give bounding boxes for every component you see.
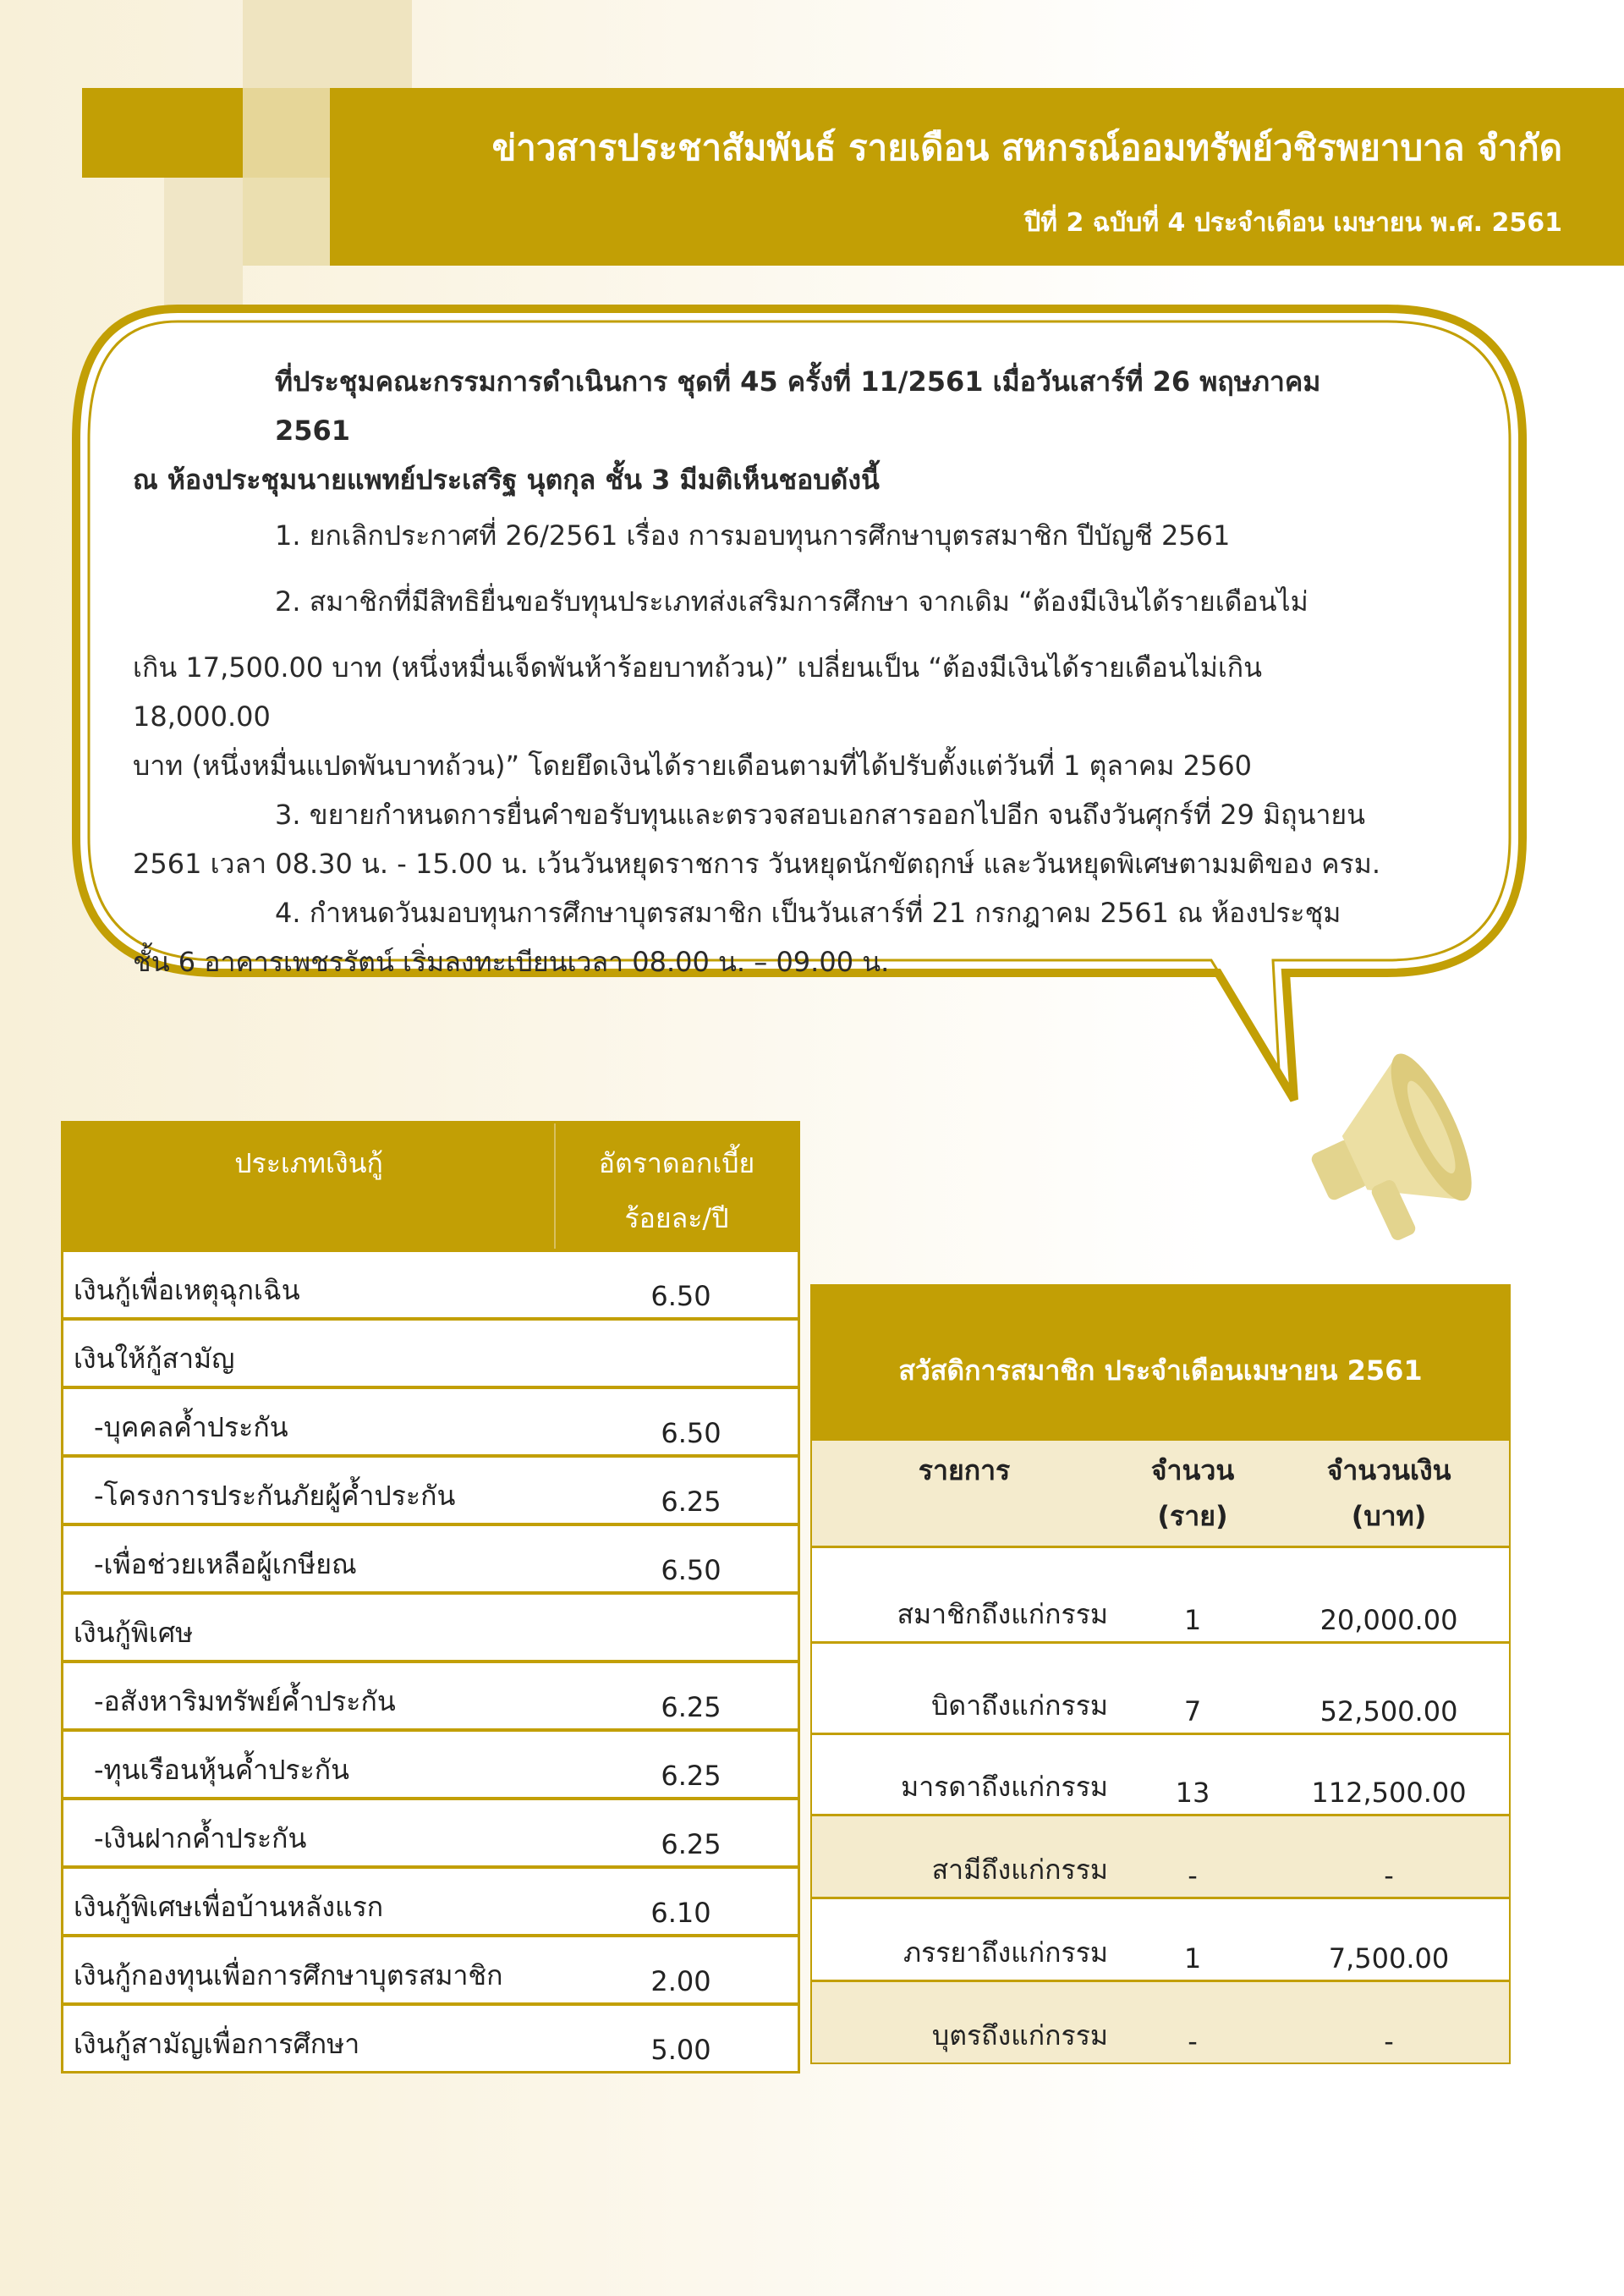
loan-rate: 6.50 xyxy=(661,1554,721,1586)
announcement-item-1: 1. ยกเลิกประกาศที่ 26/2561 เรื่อง การมอบทุนการศึกษาบุตรสมาชิก ปีบัญชี 2561 xyxy=(275,519,1231,552)
table-row xyxy=(63,1660,798,1728)
loan-type: -ทุนเรือนหุ้นค้ำประกัน xyxy=(94,1754,350,1786)
announcement-body xyxy=(133,357,1393,986)
announcement-item-2c: บาท (หนึ่งหมื่นแปดพันบาทถ้วน)” โดยยึดเงินได้รายเดือนตามที่ได้ปรับตั้งแต่วันที่ 1 ตุลาคม 2560 xyxy=(133,750,1253,782)
loan-type: -โครงการประกันภัยผู้ค้ำประกัน xyxy=(94,1480,456,1512)
loan-type: -เพื่อช่วยเหลือผู้เกษียณ xyxy=(94,1548,357,1580)
table-row xyxy=(812,1546,1509,1641)
table-row xyxy=(812,1641,1509,1733)
loan-rate-table xyxy=(61,1121,800,2074)
loan-type-header: ประเภทเงินกู้ xyxy=(234,1147,383,1179)
welfare-count: 13 xyxy=(1175,1777,1210,1809)
table-row xyxy=(63,1249,798,1317)
table-row xyxy=(63,1317,798,1386)
amount-header xyxy=(1269,1441,1509,1546)
welfare-count: 1 xyxy=(1183,1604,1202,1636)
welfare-title: สวัสดิการสมาชิก ประจำเดือนเมษายน 2561 xyxy=(812,1286,1509,1441)
table-row xyxy=(812,1980,1509,2063)
welfare-item: สมาชิกถึงแก่กรรม xyxy=(897,1598,1108,1630)
loan-type: -เงินฝากค้ำประกัน xyxy=(94,1822,307,1854)
welfare-table xyxy=(810,1284,1511,2064)
announcement-item-4b: ชั้น 6 อาคารเพชรรัตน์ เริ่มลงทะเบียนเวลา 08.00 น. – 09.00 น. xyxy=(133,946,890,978)
loan-rate: 6.25 xyxy=(661,1486,721,1518)
table-row xyxy=(812,1733,1509,1814)
announcement-item-2b: เกิน 17,500.00 บาท (หนึ่งหมื่นเจ็ดพันห้าร้อยบาทถ้วน)” เปลี่ยนเป็น “ต้องมีเงินได้รายเดือนไม่เกิน 18,000.00 xyxy=(133,651,1263,733)
table-row xyxy=(63,1934,798,2002)
welfare-amount: 52,500.00 xyxy=(1320,1695,1458,1727)
interest-rate-header: อัตราดอกเบี้ย xyxy=(598,1147,755,1179)
loan-type: เงินให้กู้สามัญ xyxy=(74,1343,235,1375)
table-row xyxy=(63,1523,798,1591)
loan-type: เงินกู้กองทุนเพื่อการศึกษาบุตรสมาชิก xyxy=(74,1959,503,1991)
announcement-intro-line1: ที่ประชุมคณะกรรมการดำเนินการ ชุดที่ 45 ครั้งที่ 11/2561 เมื่อวันเสาร์ที่ 26 พฤษภาคม 2561 xyxy=(275,365,1321,447)
welfare-count: 7 xyxy=(1183,1695,1202,1727)
welfare-item: มารดาถึงแก่กรรม xyxy=(901,1771,1108,1803)
loan-rate xyxy=(564,1381,798,1386)
table-row xyxy=(812,1814,1509,1897)
loan-type: เงินกู้พิเศษเพื่อบ้านหลังแรก xyxy=(74,1891,384,1923)
announcement-item-2a: 2. สมาชิกที่มีสิทธิยื่นขอรับทุนประเภทส่งเสริมการศึกษา จากเดิม “ต้องมีเงินได้รายเดือนไม่ xyxy=(275,585,1309,618)
welfare-table-header xyxy=(812,1441,1509,1546)
welfare-amount: 7,500.00 xyxy=(1328,1942,1450,1975)
welfare-amount: - xyxy=(1384,2025,1394,2057)
table-row xyxy=(63,1386,798,1454)
loan-rate xyxy=(564,1655,798,1660)
table-row xyxy=(63,1797,798,1865)
loan-type: เงินกู้สามัญเพื่อการศึกษา xyxy=(74,2028,360,2060)
announcement-item-3b: 2561 เวลา 08.30 น. - 15.00 น. เว้นวันหยุดราชการ วันหยุดนักขัตฤกษ์ และวันหยุดพิเศษตามมติของ ครม. xyxy=(133,848,1380,880)
amount-header-unit: (บาท) xyxy=(1351,1500,1427,1532)
interest-rate-unit: ร้อยละ/ปี xyxy=(624,1202,729,1234)
loan-type: เงินกู้เพื่อเหตุฉุกเฉิน xyxy=(74,1274,300,1306)
loan-rate: 6.10 xyxy=(650,1897,711,1929)
loan-rate: 6.50 xyxy=(661,1417,721,1449)
loan-type: -อสังหาริมทรัพย์ค้ำประกัน xyxy=(94,1685,396,1717)
loan-rate: 6.25 xyxy=(661,1760,721,1792)
newsletter-title: ข่าวสารประชาสัมพันธ์ รายเดือน สหกรณ์ออมทรัพย์วชิรพยาบาล จำกัด xyxy=(491,127,1562,168)
welfare-item: บุตรถึงแก่กรรม xyxy=(931,2019,1108,2052)
loan-rate: 2.00 xyxy=(650,1965,711,1997)
megaphone-icon xyxy=(1252,1028,1489,1265)
loan-rate: 5.00 xyxy=(650,2034,711,2066)
item-header: รายการ xyxy=(918,1454,1011,1486)
welfare-item: สามีถึงแก่กรรม xyxy=(931,1854,1108,1886)
loan-rate: 6.25 xyxy=(661,1691,721,1723)
welfare-item: บิดาถึงแก่กรรม xyxy=(931,1689,1108,1722)
welfare-count: 1 xyxy=(1183,1942,1202,1975)
welfare-item: ภรรยาถึงแก่กรรม xyxy=(903,1936,1108,1969)
loan-type: -บุคคลค้ำประกัน xyxy=(94,1411,288,1443)
welfare-amount: 112,500.00 xyxy=(1311,1777,1467,1809)
table-row xyxy=(63,1454,798,1523)
table-row xyxy=(63,1865,798,1934)
amount-header-label: จำนวนเงิน xyxy=(1326,1454,1451,1486)
count-header-label: จำนวน xyxy=(1150,1454,1235,1486)
welfare-count: - xyxy=(1188,1859,1198,1892)
announcement-item-4a: 4. กำหนดวันมอบทุนการศึกษาบุตรสมาชิก เป็นวันเสาร์ที่ 21 กรกฎาคม 2561 ณ ห้องประชุม xyxy=(275,897,1341,929)
table-row xyxy=(63,2002,798,2071)
table-row xyxy=(812,1897,1509,1980)
announcement-item-3a: 3. ขยายกำหนดการยื่นคำขอรับทุนและตรวจสอบเอกสารออกไปอีก จนถึงวันศุกร์ที่ 29 มิถุนายน xyxy=(275,799,1366,831)
announcement-intro-line2: ณ ห้องประชุมนายแพทย์ประเสริฐ นุตกุล ชั้น 3 มีมติเห็นชอบดังนี้ xyxy=(133,464,880,496)
welfare-amount: 20,000.00 xyxy=(1320,1604,1458,1636)
welfare-amount: - xyxy=(1384,1859,1394,1892)
loan-rate: 6.50 xyxy=(650,1280,711,1312)
table-row xyxy=(63,1728,798,1797)
loan-type: เงินกู้พิเศษ xyxy=(74,1617,194,1649)
count-header-unit: (ราย) xyxy=(1157,1500,1228,1532)
loan-rate: 6.25 xyxy=(661,1828,721,1860)
table-row xyxy=(63,1591,798,1660)
welfare-count: - xyxy=(1188,2025,1198,2057)
issue-info: ปีที่ 2 ฉบับที่ 4 ประจำเดือน เมษายน พ.ศ. 2561 xyxy=(1024,208,1562,238)
count-header xyxy=(1116,1441,1269,1546)
loan-table-header xyxy=(63,1123,798,1249)
